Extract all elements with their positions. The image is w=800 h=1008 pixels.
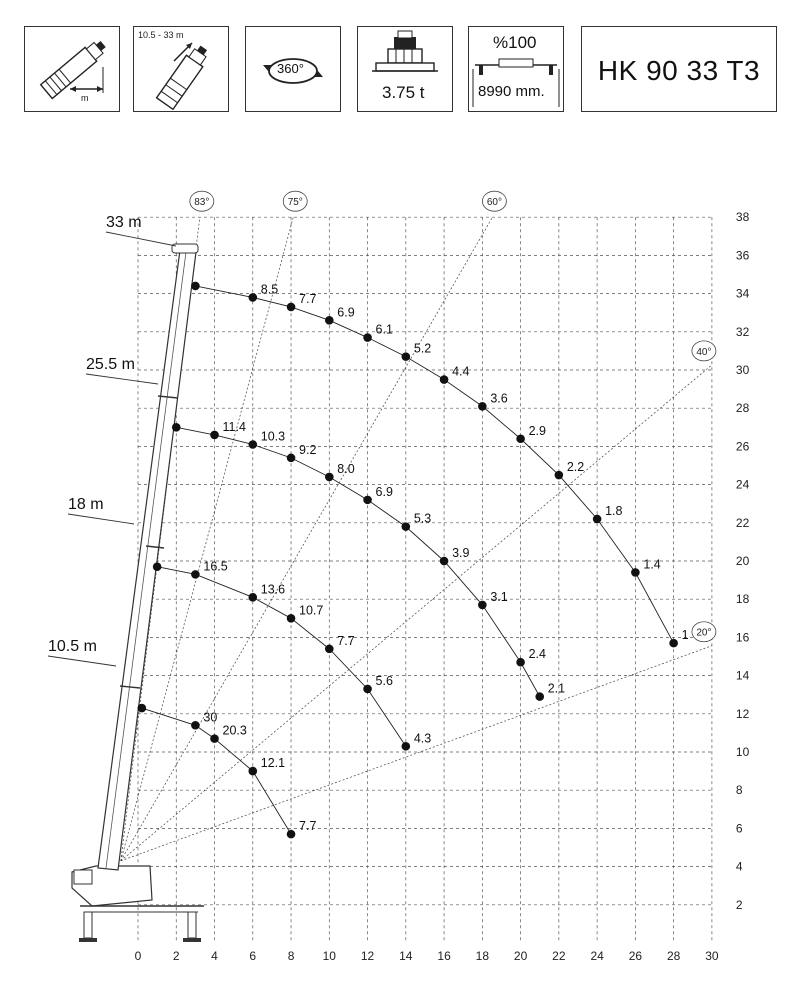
load-value-label: 16.5 bbox=[203, 559, 228, 574]
boom-head bbox=[172, 244, 198, 253]
outrigger-leg-left bbox=[84, 912, 92, 938]
y-tick-label: 6 bbox=[735, 821, 743, 836]
load-point bbox=[631, 568, 640, 577]
y-tick-label: 24 bbox=[735, 477, 750, 492]
load-value-label: 8.5 bbox=[260, 282, 279, 297]
load-point bbox=[363, 496, 372, 505]
load-value-label: 2.4 bbox=[528, 647, 546, 662]
boom-length-leader bbox=[68, 514, 134, 524]
boom-length-label: 25.5 m bbox=[86, 356, 135, 373]
y-tick-label: 4 bbox=[735, 859, 743, 874]
load-value-label: 8.0 bbox=[337, 461, 355, 476]
load-value-label: 10.7 bbox=[299, 603, 324, 618]
y-tick-label: 16 bbox=[735, 630, 750, 645]
load-point bbox=[478, 601, 487, 610]
load-value-label: 2.1 bbox=[547, 681, 566, 696]
rotation-label: 360° bbox=[277, 61, 304, 76]
outrigger-leg-right bbox=[188, 912, 196, 938]
load-point bbox=[248, 293, 257, 302]
load-value-label: 7.7 bbox=[337, 633, 355, 648]
load-value-label: 30 bbox=[203, 710, 218, 725]
radial-label: 60° bbox=[486, 197, 502, 209]
load-point bbox=[138, 704, 147, 713]
x-tick-label: 8 bbox=[287, 949, 295, 963]
load-point bbox=[478, 402, 487, 411]
load-point bbox=[153, 562, 162, 571]
y-tick-label: 10 bbox=[735, 745, 750, 759]
y-tick-label: 36 bbox=[735, 248, 750, 263]
load-value-label: 5.2 bbox=[413, 341, 432, 356]
load-point bbox=[248, 767, 257, 776]
load-value-label: 1.8 bbox=[605, 503, 623, 518]
load-value-label: 3.1 bbox=[490, 589, 508, 604]
x-tick-label: 22 bbox=[552, 949, 566, 963]
x-tick-label: 0 bbox=[134, 949, 142, 963]
load-value-label: 20.3 bbox=[222, 723, 247, 738]
load-value-label: 2.9 bbox=[528, 423, 546, 438]
radial-label: 75° bbox=[287, 197, 303, 209]
load-point bbox=[593, 515, 602, 524]
y-tick-label: 8 bbox=[735, 783, 743, 798]
y-tick-label: 2 bbox=[735, 897, 743, 912]
x-tick-label: 30 bbox=[705, 949, 719, 963]
x-tick-label: 2 bbox=[172, 949, 180, 963]
load-point bbox=[535, 692, 544, 701]
load-point bbox=[440, 375, 449, 384]
boom-length-leader bbox=[48, 656, 116, 666]
boom-length-label: 33 m bbox=[106, 214, 142, 231]
capacity-value: 3.75 t bbox=[382, 83, 425, 102]
y-tick-label: 14 bbox=[735, 668, 750, 683]
load-curve bbox=[176, 427, 539, 696]
boom-length-label: 10.5 m bbox=[48, 638, 97, 655]
radial-label: 40° bbox=[696, 346, 712, 358]
y-tick-label: 12 bbox=[735, 706, 750, 721]
load-value-label: 3.6 bbox=[490, 391, 508, 406]
boom-range-label: 10.5 - 33 m bbox=[138, 30, 184, 40]
load-curve bbox=[142, 708, 291, 834]
y-tick-label: 28 bbox=[735, 401, 750, 416]
load-value-label: 5.3 bbox=[413, 511, 432, 526]
load-value-label: 5.6 bbox=[375, 673, 393, 688]
y-tick-label: 20 bbox=[735, 554, 750, 568]
load-point bbox=[287, 454, 296, 463]
telescopic-boom bbox=[98, 250, 196, 870]
radial-label: 20° bbox=[696, 627, 712, 639]
boom-inner-line bbox=[106, 252, 186, 868]
y-tick-label: 22 bbox=[735, 515, 750, 530]
load-point bbox=[287, 614, 296, 623]
load-point bbox=[287, 830, 296, 839]
chart-grid bbox=[138, 217, 712, 943]
load-point bbox=[402, 522, 411, 531]
x-tick-label: 16 bbox=[437, 949, 451, 963]
load-point bbox=[191, 282, 200, 291]
load-value-label: 4.4 bbox=[452, 364, 470, 379]
outrigger-span: 8990 mm. bbox=[478, 83, 545, 100]
load-point bbox=[210, 734, 219, 743]
outrigger-pad-left bbox=[79, 938, 97, 942]
radial-line bbox=[121, 365, 712, 861]
load-value-label: 13.6 bbox=[260, 582, 286, 597]
load-point bbox=[191, 721, 200, 730]
load-value-label: 7.7 bbox=[299, 819, 317, 834]
load-point bbox=[555, 471, 564, 480]
y-tick-label: 18 bbox=[735, 592, 750, 607]
load-point bbox=[516, 658, 525, 667]
load-points bbox=[138, 282, 689, 839]
load-point bbox=[402, 352, 411, 361]
load-point bbox=[172, 423, 181, 432]
y-tick-label: 34 bbox=[735, 286, 750, 301]
load-value-label: 6.1 bbox=[375, 322, 393, 337]
load-point bbox=[363, 333, 372, 342]
load-point bbox=[325, 473, 334, 482]
y-tick-label: 26 bbox=[735, 439, 750, 454]
load-value-label: 2.2 bbox=[566, 460, 585, 475]
radial-label: 83° bbox=[194, 197, 210, 209]
load-value-label: 6.9 bbox=[337, 305, 355, 320]
load-value-label: 3.9 bbox=[452, 546, 470, 560]
load-value-label: 1.4 bbox=[643, 557, 661, 572]
load-value-label: 1 bbox=[681, 628, 689, 643]
load-point bbox=[440, 557, 449, 566]
load-point bbox=[325, 316, 334, 325]
load-value-label: 12.1 bbox=[260, 756, 286, 771]
outrigger-percent: %100 bbox=[493, 33, 537, 52]
x-tick-label: 4 bbox=[211, 949, 218, 963]
y-tick-label: 32 bbox=[735, 324, 750, 339]
outrigger-pad-right bbox=[183, 938, 201, 942]
load-point bbox=[363, 685, 372, 694]
load-point bbox=[210, 431, 219, 440]
load-point bbox=[287, 303, 296, 312]
load-point bbox=[191, 570, 200, 579]
boom-length-leader bbox=[106, 232, 176, 246]
load-value-label: 6.9 bbox=[375, 484, 393, 499]
load-point bbox=[516, 434, 525, 443]
y-tick-label: 30 bbox=[735, 363, 750, 377]
crane-cab bbox=[74, 870, 92, 884]
load-point bbox=[669, 639, 678, 648]
boom-length-leader bbox=[86, 374, 158, 384]
y-tick-label: 38 bbox=[735, 210, 750, 225]
radial-angle-lines bbox=[121, 191, 716, 861]
x-tick-label: 6 bbox=[249, 949, 257, 963]
x-tick-label: 10 bbox=[322, 949, 336, 963]
load-point bbox=[325, 645, 334, 654]
x-tick-label: 18 bbox=[475, 949, 490, 963]
load-point bbox=[248, 593, 257, 602]
model-name: HK 90 33 T3 bbox=[597, 55, 761, 86]
load-value-label: 11.4 bbox=[222, 419, 246, 434]
load-point bbox=[248, 440, 257, 449]
telescopic-unit-label: m bbox=[81, 93, 89, 103]
x-tick-label: 24 bbox=[590, 949, 604, 963]
x-tick-label: 12 bbox=[360, 949, 375, 963]
load-value-label: 4.3 bbox=[413, 731, 432, 746]
load-value-label: 9.2 bbox=[299, 442, 317, 457]
load-point bbox=[402, 742, 411, 751]
x-tick-label: 20 bbox=[513, 949, 528, 963]
boom-length-label: 18 m bbox=[68, 496, 104, 513]
load-value-label: 7.7 bbox=[299, 291, 317, 306]
x-tick-label: 28 bbox=[666, 949, 681, 963]
x-tick-label: 14 bbox=[399, 949, 413, 963]
load-value-label: 10.3 bbox=[260, 429, 286, 444]
x-tick-label: 26 bbox=[628, 949, 643, 963]
